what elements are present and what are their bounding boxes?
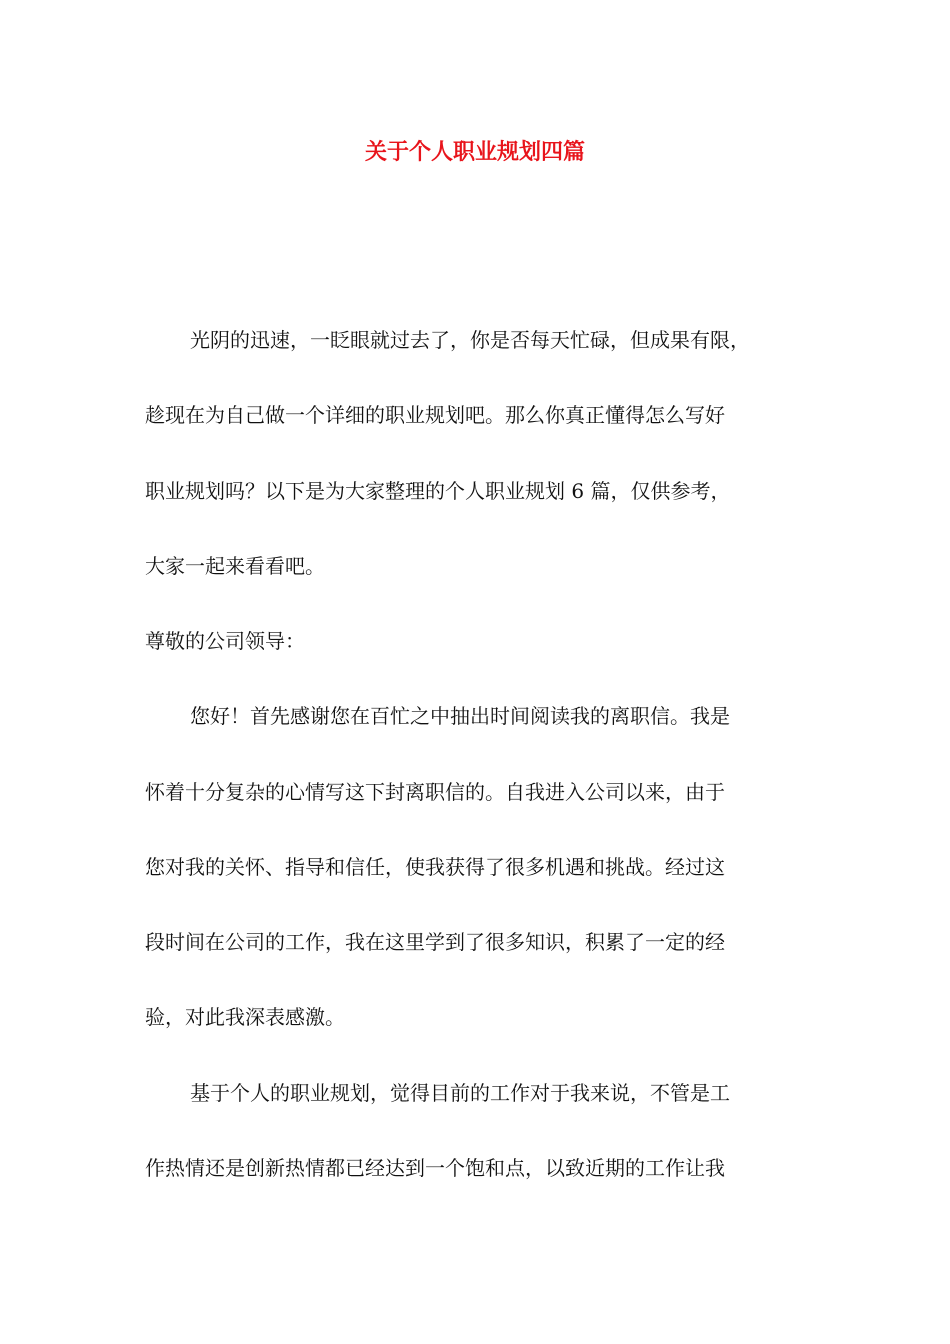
paragraph-intro-line-1: 光阴的迅速，一眨眼就过去了，你是否每天忙碌，但成果有限， (190, 328, 750, 352)
paragraph-letter-1-line-5: 验，对此我深表感激。 (145, 1005, 345, 1029)
salutation: 尊敬的公司领导： (145, 629, 305, 653)
document-title: 关于个人职业规划四篇 (364, 139, 585, 165)
paragraph-letter-2-line-2: 作热情还是创新热情都已经达到一个饱和点，以致近期的工作让我 (145, 1156, 725, 1180)
paragraph-letter-1-line-2: 怀着十分复杂的心情写这下封离职信的。自我进入公司以来，由于 (145, 780, 725, 804)
paragraph-intro-line-4: 大家一起来看看吧。 (145, 554, 325, 578)
paragraph-letter-2-line-1: 基于个人的职业规划，觉得目前的工作对于我来说，不管是工 (190, 1081, 730, 1105)
paragraph-letter-1-line-3: 您对我的关怀、指导和信任，使我获得了很多机遇和挑战。经过这 (145, 855, 725, 879)
paragraph-intro-line-2: 趁现在为自己做一个详细的职业规划吧。那么你真正懂得怎么写好 (145, 403, 725, 427)
paragraph-intro-line-3: 职业规划吗？以下是为大家整理的个人职业规划 6 篇，仅供参考， (145, 479, 731, 503)
paragraph-letter-1-line-4: 段时间在公司的工作，我在这里学到了很多知识，积累了一定的经 (145, 930, 725, 954)
paragraph-letter-1-line-1: 您好！首先感谢您在百忙之中抽出时间阅读我的离职信。我是 (190, 704, 730, 728)
